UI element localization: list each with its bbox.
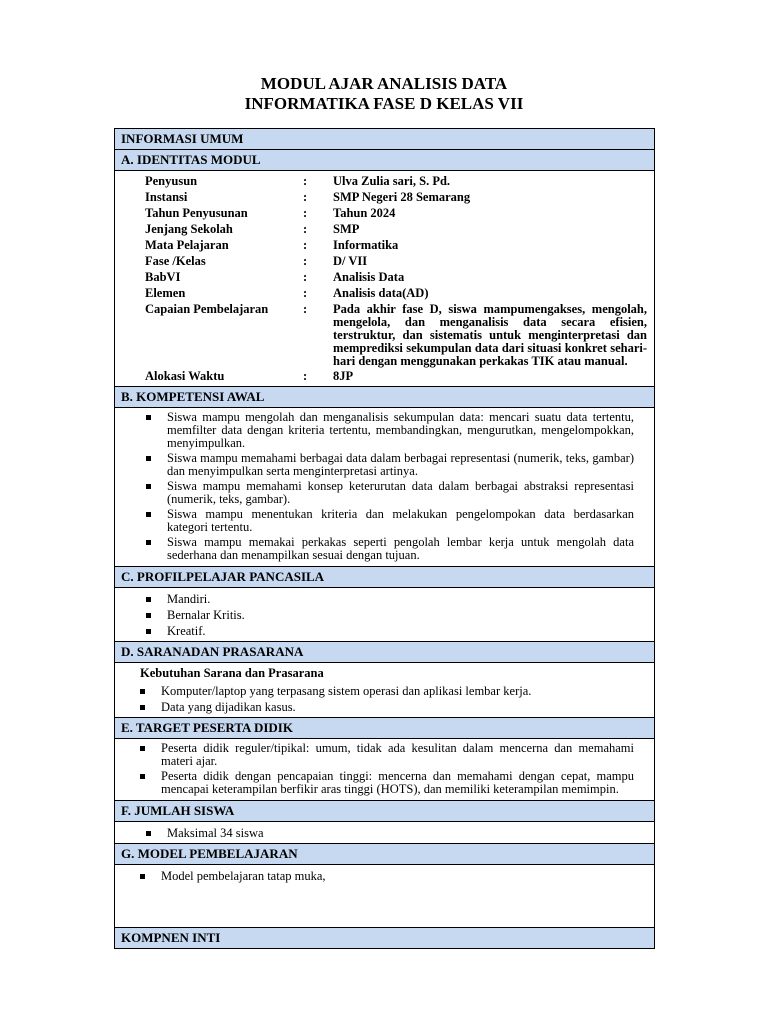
identitas-colon: : (303, 254, 308, 268)
list-item: Siswa mampu mengolah dan menganalisis sekumpulan data: mencari suatu data tertentu, memfilter data dengan kriteria tertentu, membandingkan, mengurutkan, mengelompokkan, menyimpulkan. (167, 410, 634, 450)
identitas-grid (115, 171, 654, 387)
identitas-row (145, 221, 647, 237)
identitas-colon: : (303, 270, 308, 284)
identitas-row (145, 237, 647, 253)
list-item: Kreatif. (167, 623, 634, 639)
list-item: Siswa mampu memahami berbagai data dalam berbagai representasi (numerik, teks, gambar) dan menyimpulkan serta menginterpretasi artinya. (167, 451, 634, 478)
identitas-colon: : (303, 174, 308, 188)
identitas-row (145, 269, 647, 285)
identitas-key: Alokasi Waktu (145, 369, 225, 383)
identitas-value: Informatika (333, 238, 399, 252)
identitas-value: 8JP (333, 369, 354, 383)
identitas-value: SMP Negeri 28 Semarang (333, 190, 471, 204)
identitas-row (145, 285, 647, 301)
kompetensi-body (115, 408, 654, 567)
section-komponen-inti: KOMPNEN INTI (115, 928, 654, 948)
list-item: Data yang dijadikan kasus. (161, 699, 634, 715)
sarana-body (115, 663, 654, 718)
list-item: Siswa mampu memahami konsep keterurutan data dalam berbagai abstraksi representasi (numerik, teks, gambar). (167, 479, 634, 506)
identitas-key: Mata Pelajaran (145, 238, 229, 252)
model-body (115, 865, 654, 928)
list-item: Siswa mampu memakai perkakas seperti pengolah lembar kerja untuk mengolah data sederhana dan menampilkan sesuai dengan tujuan. (167, 535, 634, 562)
identitas-key: Capaian Pembelajaran (145, 302, 269, 316)
identitas-row (145, 205, 647, 221)
section-informasi-umum: INFORMASI UMUM (115, 129, 654, 150)
identitas-row (145, 173, 647, 189)
identitas-key: Penyusun (145, 174, 198, 188)
identitas-value: Analisis data(AD) (333, 286, 429, 300)
identitas-key: Fase /Kelas (145, 254, 206, 268)
list-item: Model pembelajaran tatap muka, (161, 868, 634, 884)
identitas-key: Tahun Penyusunan (145, 206, 248, 220)
list-item: Mandiri. (167, 591, 634, 607)
identitas-row (145, 301, 647, 368)
identitas-colon: : (303, 286, 308, 300)
list-item: Maksimal 34 siswa (167, 825, 634, 841)
identitas-row (145, 189, 647, 205)
identitas-value: Ulva Zulia sari, S. Pd. (333, 174, 451, 188)
identitas-row (145, 368, 647, 384)
section-identitas-modul: A. IDENTITAS MODUL (115, 150, 654, 171)
identitas-row (145, 253, 647, 269)
section-kompetensi-awal: B. KOMPETENSI AWAL (115, 387, 654, 408)
section-profil-pelajar-pancasila: C. PROFILPELAJAR PANCASILA (115, 567, 654, 588)
section-target-peserta-didik: E. TARGET PESERTA DIDIK (115, 718, 654, 739)
module-table (114, 128, 655, 949)
identitas-colon: : (303, 206, 308, 220)
section-sarana-prasarana: D. SARANADAN PRASARANA (115, 642, 654, 663)
list-item: Bernalar Kritis. (167, 607, 634, 623)
target-body (115, 739, 654, 801)
identitas-colon: : (303, 222, 308, 236)
list-item: Siswa mampu menentukan kriteria dan melakukan pengelompokan data berdasarkan kategori tertentu. (167, 507, 634, 534)
section-model-pembelajaran: G. MODEL PEMBELAJARAN (115, 844, 654, 865)
identitas-key: Instansi (145, 190, 188, 204)
identitas-value: Analisis Data (333, 270, 405, 284)
section-jumlah-siswa: F. JUMLAH SISWA (115, 801, 654, 822)
sarana-subheading: Kebutuhan Sarana dan Prasarana (140, 666, 324, 680)
identitas-colon: : (303, 369, 308, 383)
list-item: Peserta didik reguler/tipikal: umum, tidak ada kesulitan dalam mencerna dan memahami materi ajar. (161, 741, 634, 768)
identitas-colon: : (303, 238, 308, 252)
identitas-key: Jenjang Sekolah (145, 222, 233, 236)
identitas-value: D/ VII (333, 254, 368, 268)
profil-body (115, 588, 654, 642)
jumlah-body (115, 822, 654, 844)
document-title-line-1: MODUL AJAR ANALISIS DATA (260, 74, 508, 93)
document-title-line-2: INFORMATIKA FASE D KELAS VII (244, 94, 524, 113)
list-item: Peserta didik dengan pencapaian tinggi: mencerna dan memahami dengan cepat, mampu mencapai keterampilan berfikir aras tinggi (HOTS), dan memiliki keterampilan memimpin. (161, 769, 634, 796)
list-item: Komputer/laptop yang terpasang sistem operasi dan aplikasi lembar kerja. (161, 683, 634, 699)
identitas-key: Elemen (145, 286, 186, 300)
identitas-colon: : (303, 302, 308, 316)
identitas-value: Pada akhir fase D, siswa mampumengakses, mengolah, mengelola, dan menganalisis data secara efisien, terstruktur, dan sistematis untuk menginterpretasi dan memprediksi sekumpulan data dari situasi konkret sehari-hari dengan menggunakan perkakas TIK atau manual. (333, 302, 647, 368)
identitas-value: SMP (333, 222, 360, 236)
identitas-value: Tahun 2024 (333, 206, 396, 220)
identitas-key: BabVI (145, 270, 181, 284)
identitas-colon: : (303, 190, 308, 204)
